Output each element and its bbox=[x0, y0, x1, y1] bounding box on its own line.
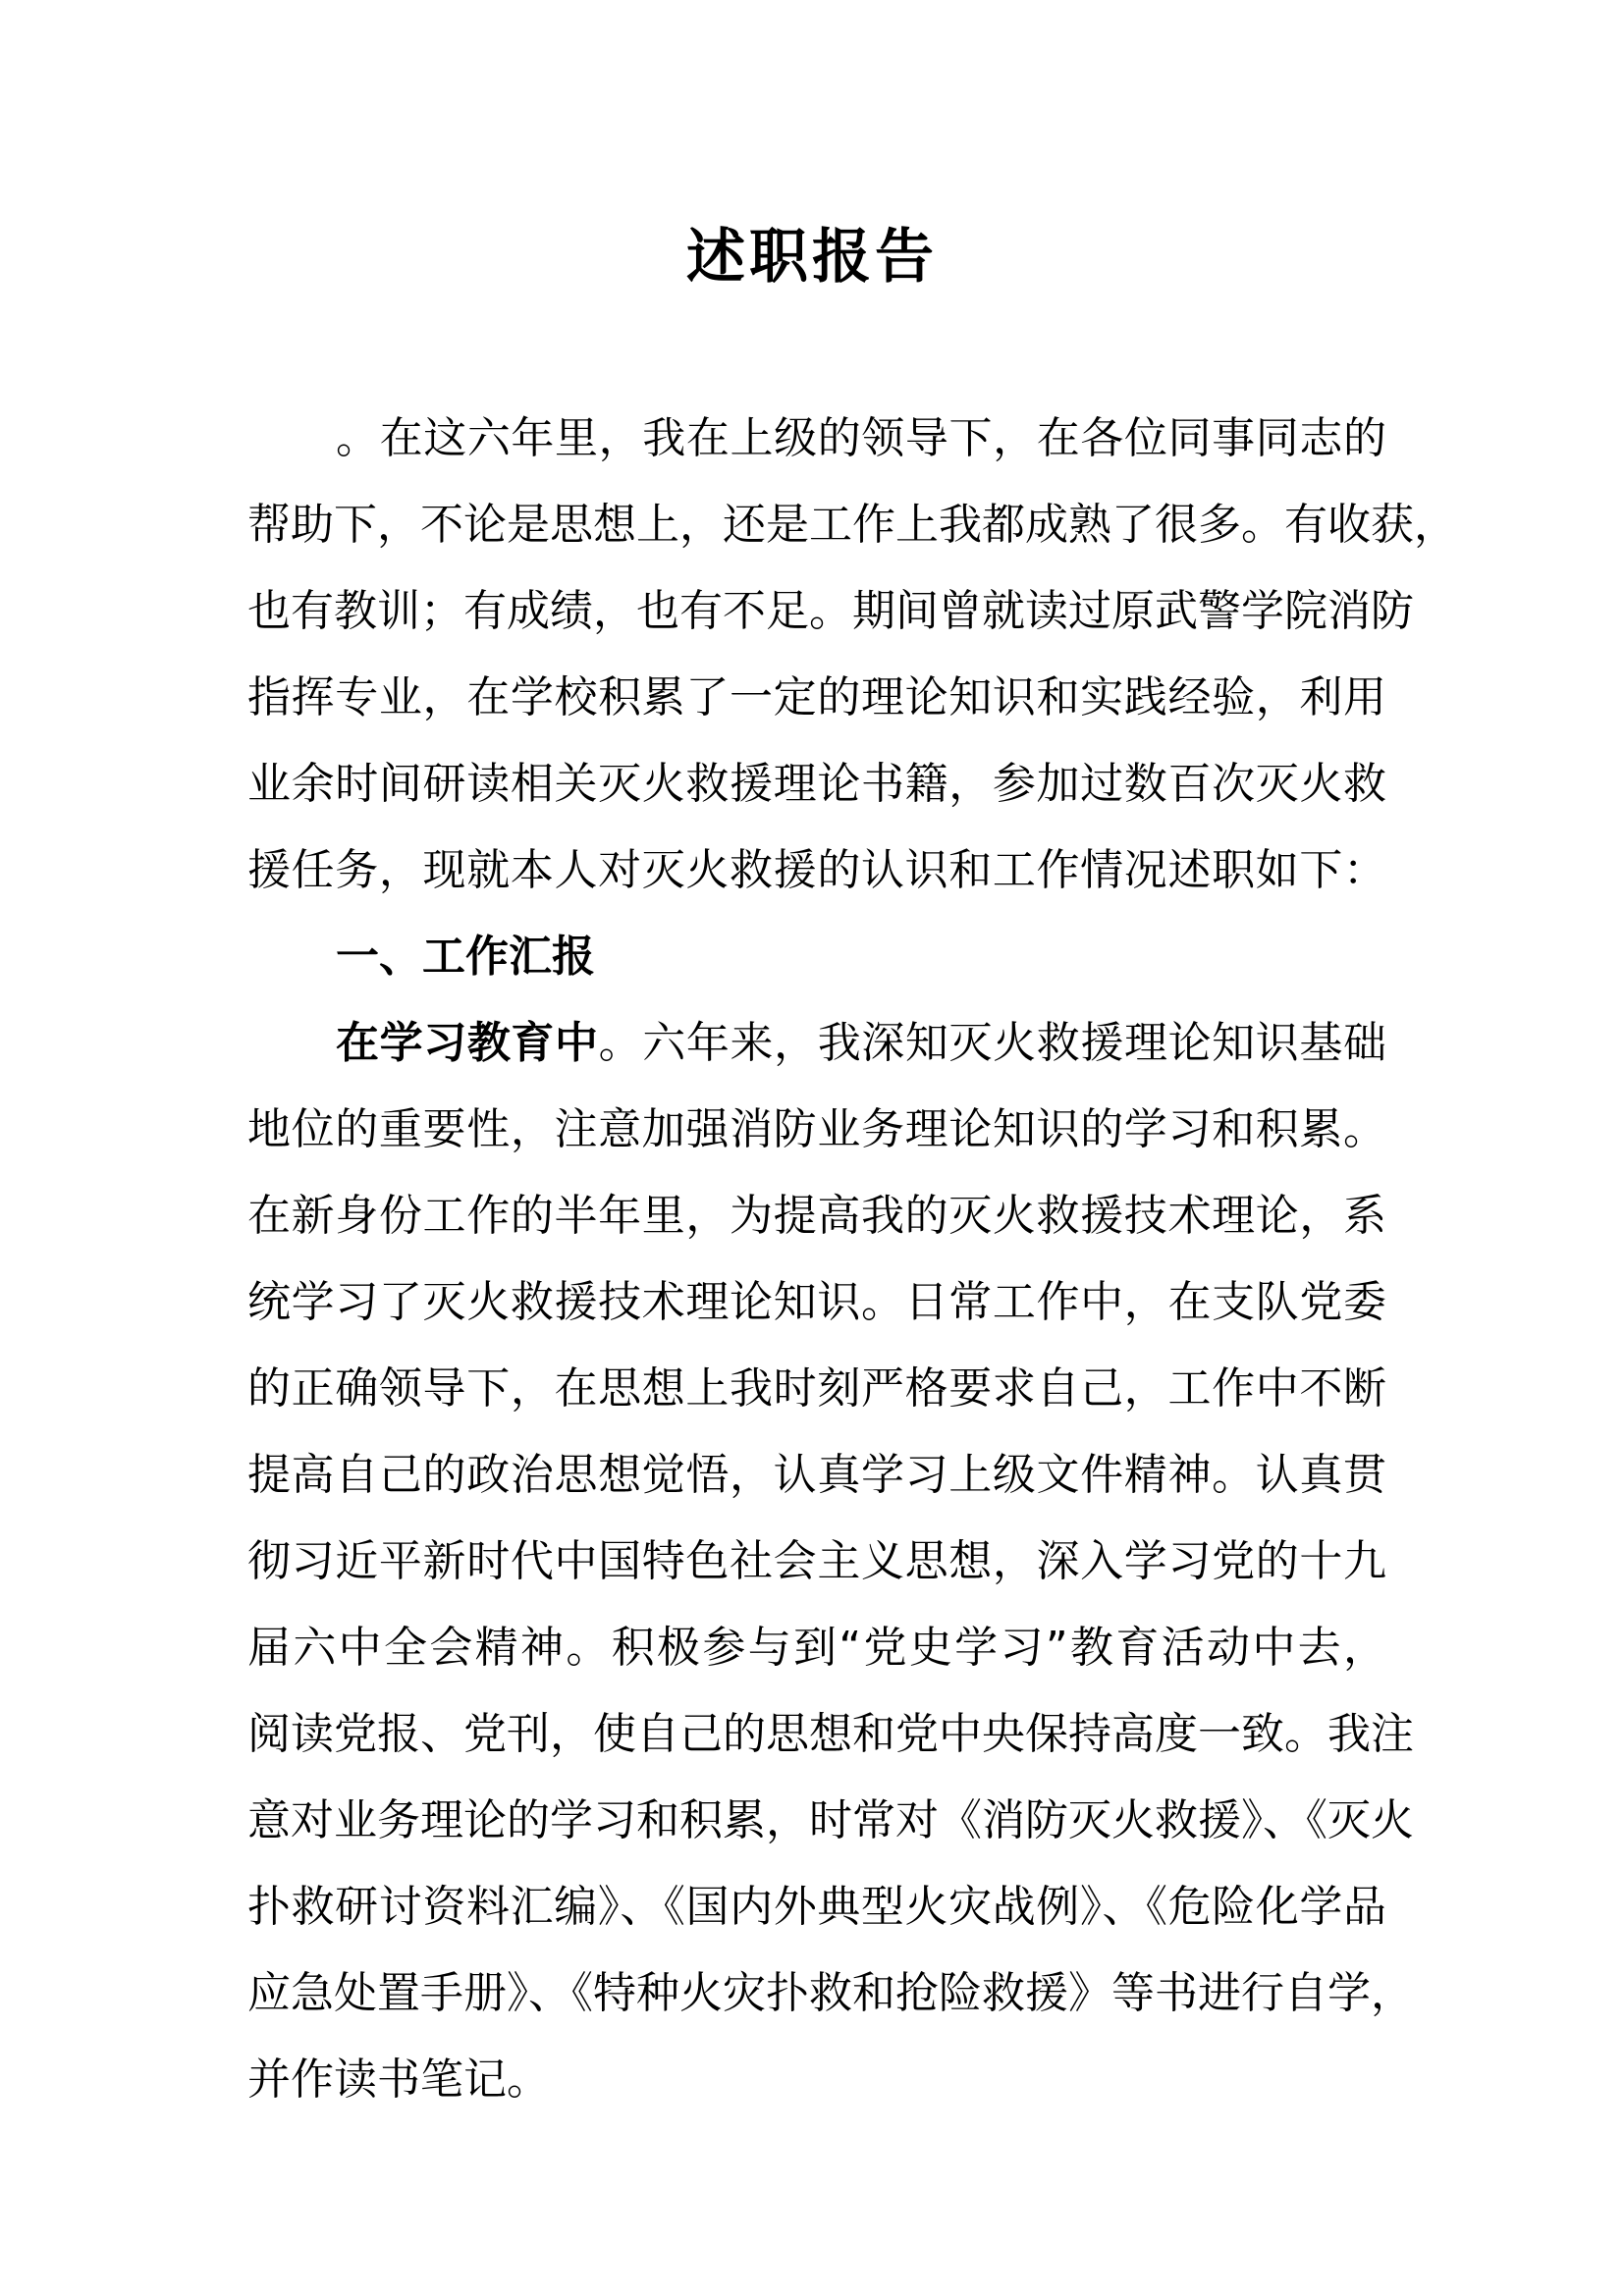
paragraph-line: 扑救研讨资料汇编》、《国内外典型火灾战例》、《危险化学品 bbox=[247, 1882, 1386, 1932]
paragraph-line: 指挥专业，在学校积累了一定的理论知识和实践经验，利用 bbox=[247, 672, 1386, 722]
paragraph-line: 在新身份工作的半年里，为提高我的灭火救援技术理论，系 bbox=[247, 1191, 1386, 1241]
paragraph-line: 地位的重要性，注意加强消防业务理论知识的学习和积累。 bbox=[247, 1104, 1386, 1154]
paragraph-line: 提高自己的政治思想觉悟，认真学习上级文件精神。认真贯 bbox=[247, 1450, 1386, 1500]
paragraph-line: 援任务，现就本人对灭火救援的认识和工作情况述职如下： bbox=[247, 845, 1386, 895]
paragraph-line: 意对业务理论的学习和积累，时常对《消防灭火救援》、《灭火 bbox=[247, 1795, 1414, 1845]
paragraph-line: 帮助下，不论是思想上，还是工作上我都成熟了很多。有收获， bbox=[247, 500, 1457, 550]
document-title: 述职报告 bbox=[686, 223, 938, 292]
paragraph-lead-rest: 。六年来，我深知灭火救援理论知识基础 bbox=[598, 1018, 1387, 1068]
document-body bbox=[247, 396, 1457, 2123]
paragraph-line: 。在这六年里，我在上级的领导下，在各位同事同志的 bbox=[336, 413, 1386, 463]
paragraph-line: 也有教训；有成绩，也有不足。期间曾就读过原武警学院消防 bbox=[247, 586, 1414, 636]
paragraph-line: 业余时间研读相关灭火救援理论书籍，参加过数百次灭火救 bbox=[247, 759, 1386, 809]
paragraph-line: 阅读党报、党刊，使自己的思想和党中央保持高度一致。我注 bbox=[247, 1709, 1414, 1759]
paragraph-line: 届六中全会精神。积极参与到“党史学习”教育活动中去， bbox=[247, 1623, 1386, 1673]
paragraph-study bbox=[247, 1000, 1414, 2123]
section-heading: 一、工作汇报 bbox=[336, 932, 595, 982]
paragraph-line bbox=[247, 1000, 1386, 1087]
paragraph-line: 彻习近平新时代中国特色社会主义思想，深入学习党的十九 bbox=[247, 1536, 1386, 1586]
paragraph-line: 并作读书笔记。 bbox=[247, 2055, 550, 2105]
paragraph-line: 的正确领导下，在思想上我时刻严格要求自己，工作中不断 bbox=[247, 1363, 1386, 1414]
paragraph-line: 统学习了灭火救援技术理论知识。日常工作中，在支队党委 bbox=[247, 1277, 1386, 1327]
paragraph-line: 应急处置手册》、《特种火灾扑救和抢险救援》等书进行自学， bbox=[247, 1968, 1414, 2018]
paragraph-intro bbox=[247, 396, 1457, 914]
paragraph-lead: 在学习教育中 bbox=[336, 1018, 599, 1068]
